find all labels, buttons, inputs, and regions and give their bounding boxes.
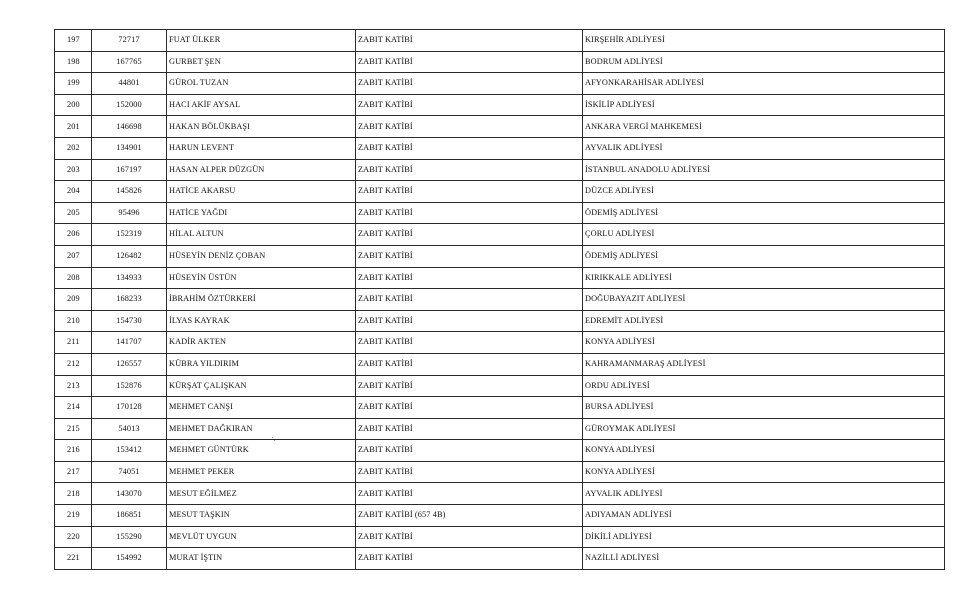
row-number: 220: [55, 526, 92, 548]
person-name: GURBET ŞEN: [167, 51, 356, 73]
assigned-unit: ÇORLU ADLİYESİ: [583, 224, 945, 246]
registry-number: 155290: [92, 526, 167, 548]
job-title: ZABIT KATİBİ: [356, 94, 583, 116]
assigned-unit: EDREMİT ADLİYESİ: [583, 310, 945, 332]
person-name: HATİCE AKARSU: [167, 181, 356, 203]
person-name: MEHMET PEKER: [167, 461, 356, 483]
registry-number: 152876: [92, 375, 167, 397]
person-name: MURAT İŞTIN: [167, 548, 356, 570]
table-row: [55, 224, 945, 246]
table-row: [55, 332, 945, 354]
person-name: KÜBRA YILDIRIM: [167, 353, 356, 375]
job-title: ZABIT KATİBİ: [356, 159, 583, 181]
registry-number: 154730: [92, 310, 167, 332]
registry-number: 154992: [92, 548, 167, 570]
job-title: ZABIT KATİBİ: [356, 116, 583, 138]
job-title: ZABIT KATİBİ: [356, 267, 583, 289]
registry-number: 145826: [92, 181, 167, 203]
appointment-table: [54, 29, 945, 570]
assigned-unit: AFYONKARAHİSAR ADLİYESİ: [583, 73, 945, 95]
assigned-unit: KONYA ADLİYESİ: [583, 461, 945, 483]
row-number: 197: [55, 30, 92, 52]
table-row: [55, 245, 945, 267]
job-title: ZABIT KATİBİ: [356, 461, 583, 483]
row-number: 210: [55, 310, 92, 332]
job-title: ZABIT KATİBİ: [356, 289, 583, 311]
table-row: [55, 526, 945, 548]
registry-number: 72717: [92, 30, 167, 52]
person-name: KADİR AKTEN: [167, 332, 356, 354]
person-name: MEVLÜT UYGUN: [167, 526, 356, 548]
assigned-unit: BURSA ADLİYESİ: [583, 397, 945, 419]
assigned-unit: İSKİLİP ADLİYESİ: [583, 94, 945, 116]
row-number: 207: [55, 245, 92, 267]
row-number: 204: [55, 181, 92, 203]
table-row: [55, 289, 945, 311]
row-number: 198: [55, 51, 92, 73]
job-title: ZABIT KATİBİ: [356, 310, 583, 332]
job-title: ZABIT KATİBİ: [356, 51, 583, 73]
table-row: [55, 51, 945, 73]
row-number: 201: [55, 116, 92, 138]
assigned-unit: KIRIKKALE ADLİYESİ: [583, 267, 945, 289]
row-number: 206: [55, 224, 92, 246]
assigned-unit: KONYA ADLİYESİ: [583, 440, 945, 462]
registry-number: 126557: [92, 353, 167, 375]
person-name: HÜSEYİN ÜSTÜN: [167, 267, 356, 289]
job-title: ZABIT KATİBİ: [356, 440, 583, 462]
table-row: [55, 202, 945, 224]
row-number: 213: [55, 375, 92, 397]
registry-number: 134901: [92, 137, 167, 159]
row-number: 219: [55, 505, 92, 527]
table-row: [55, 461, 945, 483]
registry-number: 152319: [92, 224, 167, 246]
job-title: ZABIT KATİBİ: [356, 202, 583, 224]
row-number: 216: [55, 440, 92, 462]
table-row: [55, 375, 945, 397]
job-title: ZABIT KATİBİ (657 4B): [356, 505, 583, 527]
person-name: HATİCE YAĞDI: [167, 202, 356, 224]
person-name: HACI AKİF AYSAL: [167, 94, 356, 116]
person-name: HAKAN BÖLÜKBAŞI: [167, 116, 356, 138]
table-row: [55, 267, 945, 289]
assigned-unit: İSTANBUL ANADOLU ADLİYESİ: [583, 159, 945, 181]
assigned-unit: ÖDEMİŞ ADLİYESİ: [583, 245, 945, 267]
assigned-unit: KONYA ADLİYESİ: [583, 332, 945, 354]
row-number: 221: [55, 548, 92, 570]
table-row: [55, 116, 945, 138]
assigned-unit: AYVALIK ADLİYESİ: [583, 483, 945, 505]
assigned-unit: KIRŞEHİR ADLİYESİ: [583, 30, 945, 52]
person-name: HİLAL ALTUN: [167, 224, 356, 246]
assigned-unit: AYVALIK ADLİYESİ: [583, 137, 945, 159]
assigned-unit: ÖDEMİŞ ADLİYESİ: [583, 202, 945, 224]
table-row: [55, 137, 945, 159]
registry-number: 152000: [92, 94, 167, 116]
table-row: [55, 30, 945, 52]
row-number: 205: [55, 202, 92, 224]
registry-number: 134933: [92, 267, 167, 289]
person-name: İLYAS KAYRAK: [167, 310, 356, 332]
assigned-unit: DÜZCE ADLİYESİ: [583, 181, 945, 203]
person-name: FUAT ÜLKER: [167, 30, 356, 52]
row-number: 208: [55, 267, 92, 289]
row-number: 203: [55, 159, 92, 181]
table-row: [55, 159, 945, 181]
table-row: [55, 418, 945, 440]
table-body: [55, 30, 945, 570]
job-title: ZABIT KATİBİ: [356, 332, 583, 354]
registry-number: 141707: [92, 332, 167, 354]
person-name: MEHMET CANŞI: [167, 397, 356, 419]
registry-number: 146698: [92, 116, 167, 138]
person-name: MEHMET DAĞKIRAN: [167, 418, 356, 440]
job-title: ZABIT KATİBİ: [356, 224, 583, 246]
registry-number: 74051: [92, 461, 167, 483]
job-title: ZABIT KATİBİ: [356, 30, 583, 52]
person-name: HASAN ALPER DÜZGÜN: [167, 159, 356, 181]
job-title: ZABIT KATİBİ: [356, 353, 583, 375]
assigned-unit: BODRUM ADLİYESİ: [583, 51, 945, 73]
row-number: 211: [55, 332, 92, 354]
job-title: ZABIT KATİBİ: [356, 483, 583, 505]
assigned-unit: ADIYAMAN ADLİYESİ: [583, 505, 945, 527]
person-name: HÜSEYİN DENİZ ÇOBAN: [167, 245, 356, 267]
row-number: 212: [55, 353, 92, 375]
registry-number: 153412: [92, 440, 167, 462]
table-row: [55, 505, 945, 527]
row-number: 217: [55, 461, 92, 483]
registry-number: 54013: [92, 418, 167, 440]
job-title: ZABIT KATİBİ: [356, 73, 583, 95]
table-row: [55, 397, 945, 419]
assigned-unit: KAHRAMANMARAŞ ADLİYESİ: [583, 353, 945, 375]
person-name: MEHMET GÜNTÜRK: [167, 440, 356, 462]
person-name: MESUT TAŞKIN: [167, 505, 356, 527]
person-name: MESUT EĞİLMEZ: [167, 483, 356, 505]
assigned-unit: NAZİLLİ ADLİYESİ: [583, 548, 945, 570]
registry-number: 168233: [92, 289, 167, 311]
row-number: 199: [55, 73, 92, 95]
scan-speck: [274, 440, 275, 441]
job-title: ZABIT KATİBİ: [356, 245, 583, 267]
person-name: İBRAHİM ÖZTÜRKERİ: [167, 289, 356, 311]
registry-number: 186851: [92, 505, 167, 527]
row-number: 214: [55, 397, 92, 419]
registry-number: 143070: [92, 483, 167, 505]
job-title: ZABIT KATİBİ: [356, 181, 583, 203]
assigned-unit: ORDU ADLİYESİ: [583, 375, 945, 397]
registry-number: 167765: [92, 51, 167, 73]
registry-number: 170128: [92, 397, 167, 419]
job-title: ZABIT KATİBİ: [356, 418, 583, 440]
table-row: [55, 73, 945, 95]
job-title: ZABIT KATİBİ: [356, 375, 583, 397]
assigned-unit: DİKİLİ ADLİYESİ: [583, 526, 945, 548]
table-row: [55, 548, 945, 570]
table-row: [55, 483, 945, 505]
row-number: 200: [55, 94, 92, 116]
row-number: 215: [55, 418, 92, 440]
job-title: ZABIT KATİBİ: [356, 397, 583, 419]
person-name: HARUN LEVENT: [167, 137, 356, 159]
row-number: 218: [55, 483, 92, 505]
table-row: [55, 94, 945, 116]
table-row: [55, 440, 945, 462]
scan-speck: [272, 437, 273, 438]
assigned-unit: GÜROYMAK ADLİYESİ: [583, 418, 945, 440]
registry-number: 167197: [92, 159, 167, 181]
registry-number: 95496: [92, 202, 167, 224]
job-title: ZABIT KATİBİ: [356, 548, 583, 570]
person-name: KÜRŞAT ÇALIŞKAN: [167, 375, 356, 397]
assigned-unit: DOĞUBAYAZIT ADLİYESİ: [583, 289, 945, 311]
row-number: 202: [55, 137, 92, 159]
table-row: [55, 353, 945, 375]
row-number: 209: [55, 289, 92, 311]
job-title: ZABIT KATİBİ: [356, 526, 583, 548]
person-name: GÜROL TUZAN: [167, 73, 356, 95]
registry-number: 44801: [92, 73, 167, 95]
table-row: [55, 181, 945, 203]
table-row: [55, 310, 945, 332]
assigned-unit: ANKARA VERGİ MAHKEMESİ: [583, 116, 945, 138]
registry-number: 126482: [92, 245, 167, 267]
job-title: ZABIT KATİBİ: [356, 137, 583, 159]
